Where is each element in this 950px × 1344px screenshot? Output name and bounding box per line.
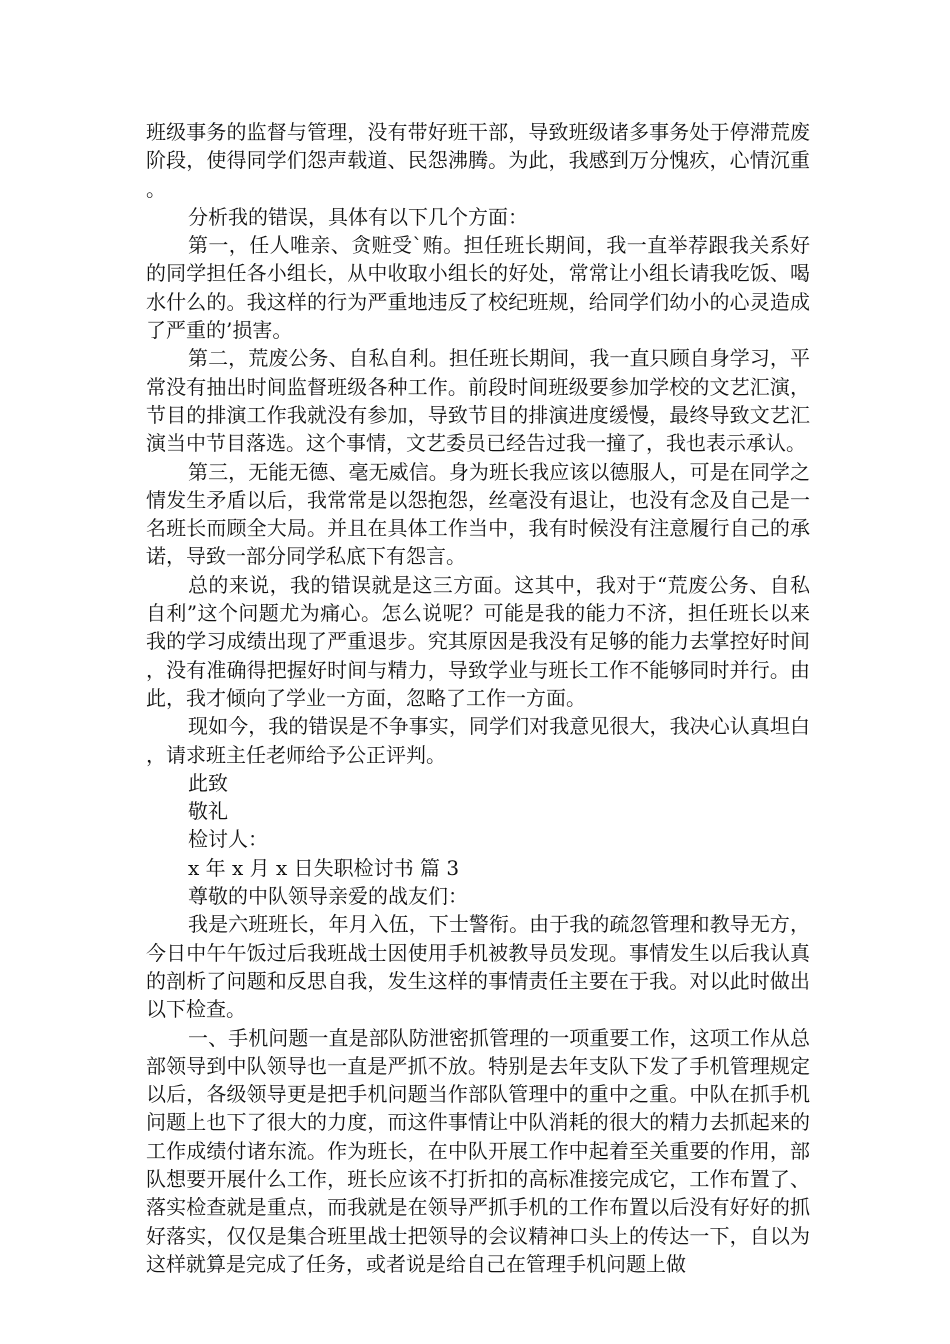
paragraph-duties-neglect: 班级事务的监督与管理，没有带好班干部，导致班级诸多事务处于停滞荒废阶段，使得同学们怨声载道、民怨沸腾。为此，我感到万分愧疚，心情沉重。 — [146, 120, 810, 201]
paragraph-summary: 总的来说，我的错误就是这三方面。这其中，我对于“荒废公务、自私自利”这个问题尤为痛心。怎么说呢？可能是我的能力不济，担任班长以来我的学习成绩出现了严重退步。究其原因是我没有足够的能力去掌控好时间，没有准确得把握好时间与精力，导致学业与班长工作不能够同时并行。由此，我才倾向了学业一方面，忽略了工作一方面。 — [146, 572, 810, 710]
paragraph-squad-leader-intro: 我是六班班长，年月入伍，下士警衔。由于我的疏忽管理和教导无方，今日中午午饭过后我班战士因使用手机被教导员发现。事情发生以后我认真的剖析了问题和反思自我，发生这样的事情责任主要在于我。对以此时做出以下检查。 — [146, 912, 810, 1022]
paragraph-third-error: 第三，无能无德、毫无威信。身为班长我应该以德服人，可是在同学之情发生矛盾以后，我常常是以怨抱怨，丝毫没有退让，也没有念及自己是一名班长而顾全大局。并且在具体工作当中，我有时候没有注意履行自己的承诺，导致一部分同学私底下有怨言。 — [146, 459, 810, 569]
document-page — [146, 118, 810, 1278]
closing-cizhi: 此致 — [188, 770, 228, 795]
paragraph-phone-management: 一、手机问题一直是部队防泄密抓管理的一项重要工作，这项工作从总部领导到中队领导也一直是严抓不放。特别是去年支队下发了手机管理规定以后，各级领导更是把手机问题当作部队管理中的重中之重。中队在抓手机问题上也下了很大的力度，而这件事情让中队消耗的很大的精力去抓起来的工作成绩付诸东流。作为班长，在中队开展工作中起着至关重要的作用，部队想要开展什么工作，班长应该不打折扣的高标准接完成它，工作布置了、落实检查就是重点，而我就是在领导严抓手机的工作布置以后没有好好的抓好落实，仅仅是集合班里战士把领导的会议精神口头上的传达一下，自以为这样就算是完成了任务，或者说是给自己在管理手机问题上做 — [146, 1025, 810, 1276]
closing-jingli: 敬礼 — [188, 799, 228, 824]
paragraph-second-error: 第二，荒废公务、自私自利。担任班长期间，我一直只顾自身学习，平常没有抽出时间监督班级各种工作。前段时间班级要参加学校的文艺汇演，节目的排演工作我就没有参加，导致节目的排演进度缓慢，最终导致文艺汇演当中节目落选。这个事情，文艺委员已经告过我一撞了，我也表示承认。 — [146, 346, 810, 456]
paragraph-analysis-intro: 分析我的错误，具体有以下几个方面： — [188, 204, 528, 229]
paragraph-conclusion: 现如今，我的错误是不争事实，同学们对我意见很大，我决心认真坦白，请求班主任老师给予公正评判。 — [146, 714, 810, 767]
signature-label: 检讨人： — [188, 827, 268, 852]
salutation: 尊敬的中队领导亲爱的战友们： — [188, 884, 468, 909]
section-heading-part3: x 年 x 月 x 日失职检讨书 篇 3 — [188, 855, 460, 880]
paragraph-first-error: 第一，任人唯亲、贪赃受`贿。担任班长期间，我一直举荐跟我关系好的同学担任各小组长，从中收取小组长的好处，常常让小组长请我吃饭、喝水什么的。我这样的行为严重地违反了校纪班规，给同学们幼小的心灵造成了严重的’损害。 — [146, 233, 810, 343]
